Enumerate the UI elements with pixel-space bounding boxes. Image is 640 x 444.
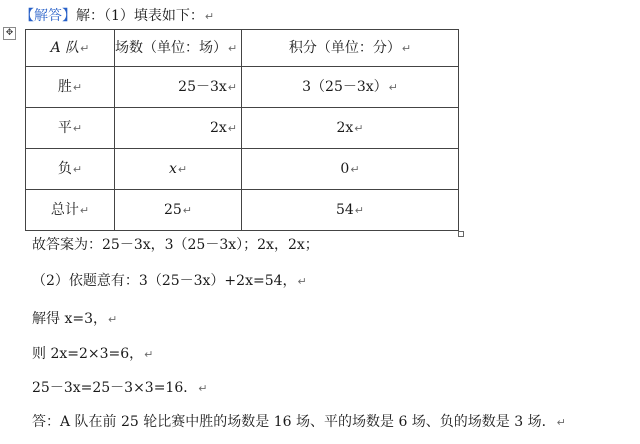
- row-label: 平↵: [26, 108, 115, 149]
- header-points: 积分（单位：分）↵: [242, 30, 459, 67]
- row-points: 0↵: [242, 149, 459, 190]
- table-resize-handle-icon[interactable]: [458, 231, 464, 237]
- solution-step-line: （2）依题意有：3（25－3x）+2x=54，↵: [32, 273, 307, 289]
- final-answer-line: 答：A 队在前 25 轮比赛中胜的场数是 16 场、平的场数是 6 场、负的场数是 3 场．↵: [32, 414, 566, 430]
- answer-line: 故答案为：25－3x，3（25－3x）；2x，2x；: [32, 237, 319, 253]
- row-points: 3（25－3x）↵: [242, 67, 459, 108]
- table-row: [26, 67, 459, 108]
- table-header-row: [26, 30, 459, 67]
- score-table: [25, 29, 459, 231]
- row-games: 25↵: [115, 190, 242, 231]
- table-row: [26, 190, 459, 231]
- header-team: A 队↵: [26, 30, 115, 67]
- row-points: 54↵: [242, 190, 459, 231]
- table-row: [26, 149, 459, 190]
- row-games: 2x↵: [115, 108, 242, 149]
- row-label: 负↵: [26, 149, 115, 190]
- solution-header: [20, 6, 214, 26]
- table-move-handle-icon[interactable]: ✥: [3, 27, 16, 40]
- answer-tag: 【解答】: [20, 8, 76, 24]
- row-label: 胜↵: [26, 67, 115, 108]
- row-label: 总计↵: [26, 190, 115, 231]
- header-text: 解：（1）填表如下：: [76, 8, 204, 24]
- paragraph-mark-icon: ↵: [204, 10, 215, 23]
- header-games: 场数（单位：场）↵: [115, 30, 242, 67]
- row-games: 25－3x↵: [115, 67, 242, 108]
- solution-step-line: 解得 x=3，↵: [32, 311, 118, 327]
- row-points: 2x↵: [242, 108, 459, 149]
- table-row: [26, 108, 459, 149]
- row-games: x↵: [115, 149, 242, 190]
- solution-step-line: 则 2x=2×3=6，↵: [32, 346, 154, 362]
- solution-step-line: 25－3x=25－3×3=16．↵: [32, 380, 208, 396]
